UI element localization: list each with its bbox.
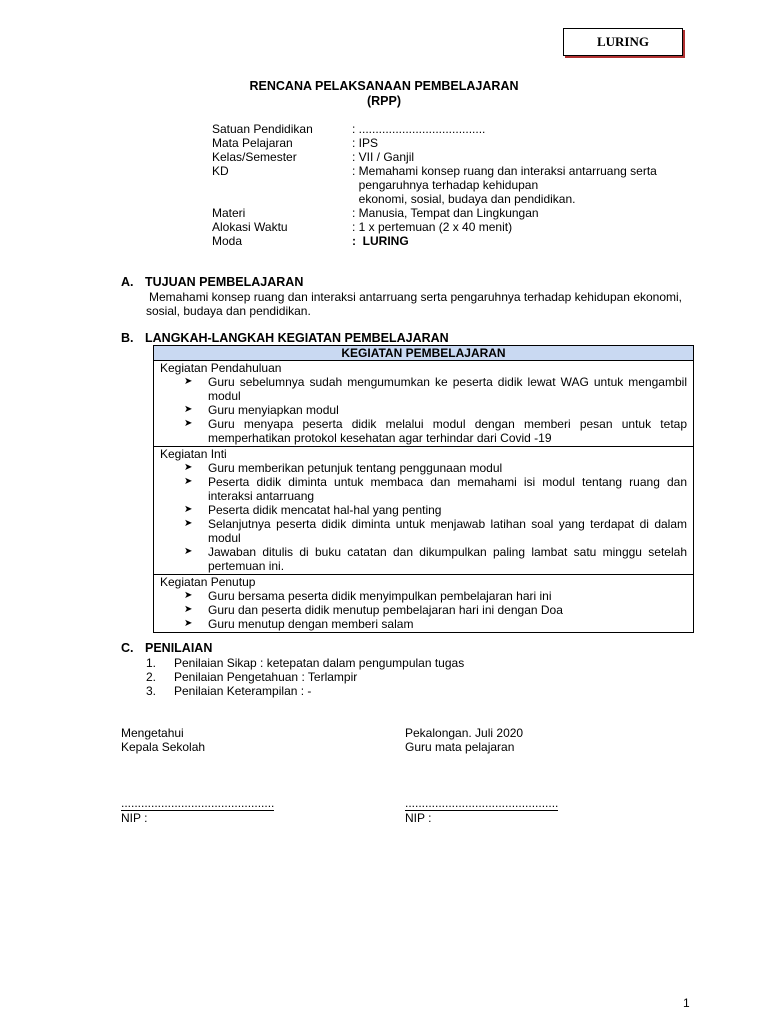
phase-cell [154,361,694,447]
list-item: ➤ Guru sebelumnya sudah mengumumkan ke peserta didik lewat WAG untuk mengambil modul [184,375,687,403]
list-item: ➤ Guru bersama peserta didik menyimpulkan pembelajaran hari ini [184,589,552,603]
info-value: pengaruhnya terhadap kehidupan [352,178,539,192]
sig-line: Pekalongan. Juli 2020 [405,726,524,740]
info-label: Moda [212,234,243,248]
phase-cell [154,575,694,633]
info-label: Alokasi Waktu [212,220,288,234]
list-item: ➤ Jawaban ditulis di buku catatan dan dikumpulkan paling lambat satu minggu setelah pertemuan ini. [184,545,687,573]
arrow-bullet-icon: ➤ [184,418,193,429]
section-title: PENILAIAN [145,641,213,655]
list-item: ➤ Selanjutnya peserta didik diminta untuk menjawab latihan soal yang terdapat di dalam modul [184,517,687,545]
section-number: C. [121,641,134,655]
phase-title: Kegiatan Penutup [160,575,256,589]
sig-line: Kepala Sekolah [121,740,206,754]
section-title: TUJUAN PEMBELAJARAN [145,275,304,289]
info-label: KD [212,164,229,178]
sig-line: Guru mata pelajaran [405,740,515,754]
arrow-bullet-icon: ➤ [184,604,193,615]
info-value: : Memahami konsep ruang dan interaksi antarruang serta [352,164,657,178]
list-item: ➤ Guru memberikan petunjuk tentang penggunaan modul [184,461,503,475]
arrow-bullet-icon: ➤ [184,376,193,387]
arrow-bullet-icon: ➤ [184,518,193,529]
list-item: ➤ Peserta didik diminta untuk membaca dan memahami isi modul tentang ruang dan interaksi antarruang [184,475,687,503]
signature-line: .............................................. [405,796,559,810]
phase-title: Kegiatan Pendahuluan [160,361,282,375]
info-label: Mata Pelajaran [212,136,293,150]
page-number: 1 [683,996,690,1010]
phase-cell [154,447,694,575]
section-a-text: Memahami konsep ruang dan interaksi antarruang serta pengaruhnya terhadap kehidupan ekonomi, sosial, budaya dan pendidikan. [146,290,683,318]
section-a-heading [121,275,303,289]
section-c-heading [121,641,212,655]
list-item: ➤ Peserta didik mencatat hal-hal yang penting [184,503,442,517]
list-item: ➤ Guru menyiapkan modul [184,403,339,417]
arrow-bullet-icon: ➤ [184,618,193,629]
nip-label: NIP : [121,811,148,825]
signature-left [121,726,274,825]
arrow-bullet-icon: ➤ [184,504,193,515]
arrow-bullet-icon: ➤ [184,476,193,487]
list-item: ➤ Guru menyapa peserta didik melalui modul dengan memberi pesan untuk tetap memperhatikan protokol kesehatan agar terhindar dari Covid -19 [184,417,687,445]
info-value: : ...................................... [352,122,486,136]
section-b-heading [121,331,449,345]
list-item: 2. Penilaian Pengetahuan : Terlampir [146,670,358,684]
info-value: : IPS [352,136,379,150]
assessment-list [146,656,464,698]
info-value: : Manusia, Tempat dan Lingkungan [352,206,539,220]
info-value: : 1 x pertemuan (2 x 40 menit) [352,220,513,234]
arrow-bullet-icon: ➤ [184,590,193,601]
table-header: KEGIATAN PEMBELAJARAN [154,346,694,361]
info-label: Materi [212,206,246,220]
info-value: : VII / Ganjil [352,150,415,164]
activity-table [153,345,694,633]
list-item: 1. Penilaian Sikap : ketepatan dalam pengumpulan tugas [146,656,465,670]
list-item: 3. Penilaian Keterampilan : - [146,684,312,698]
arrow-bullet-icon: ➤ [184,546,193,557]
phase-list [160,375,687,445]
info-label: Kelas/Semester [212,150,297,164]
arrow-bullet-icon: ➤ [184,404,193,415]
list-item: ➤ Guru dan peserta didik menutup pembelajaran hari ini dengan Doa [184,603,563,617]
info-label: Satuan Pendidikan [212,122,313,136]
phase-title: Kegiatan Inti [160,447,227,461]
info-value: : LURING [352,234,409,248]
sig-line: Mengetahui [121,726,184,740]
arrow-bullet-icon: ➤ [184,462,193,473]
phase-list [160,589,687,631]
section-number: B. [121,331,134,345]
signature-line: .............................................. [121,796,275,810]
nip-label: NIP : [405,811,432,825]
info-value: ekonomi, sosial, budaya dan pendidikan. [352,192,576,206]
section-title: LANGKAH-LANGKAH KEGIATAN PEMBELAJARAN [145,331,449,345]
list-item: ➤ Guru menutup dengan memberi salam [184,617,414,631]
phase-list [160,461,687,573]
document-subtitle: (RPP) [366,94,402,108]
mode-badge: LURING [563,28,683,56]
section-number: A. [121,275,134,289]
document-title: RENCANA PELAKSANAAN PEMBELAJARAN [249,79,519,93]
signature-right [405,726,558,825]
